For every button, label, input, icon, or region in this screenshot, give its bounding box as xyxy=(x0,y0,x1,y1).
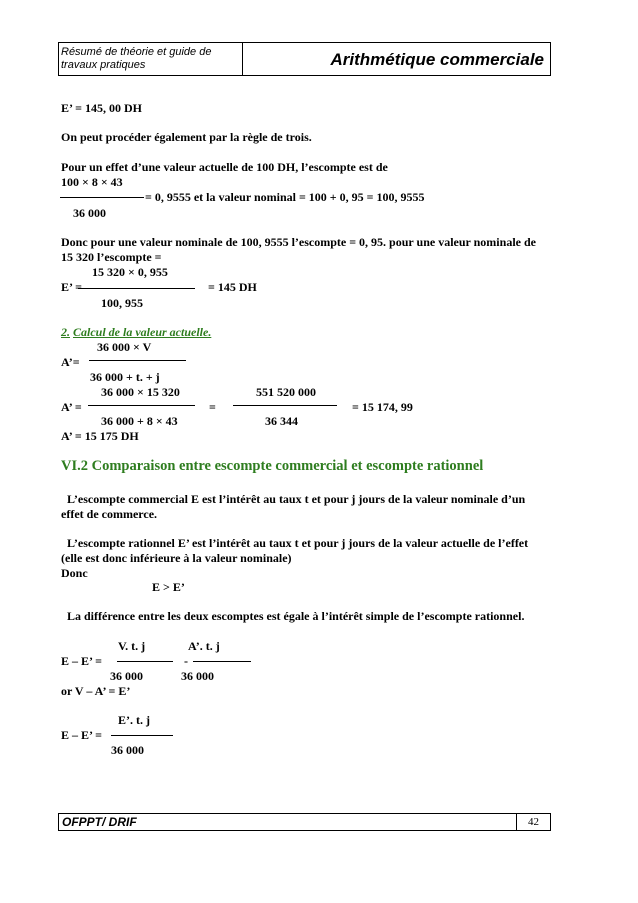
fraction-denominator: 100, 955 xyxy=(101,296,143,310)
fraction-bar xyxy=(117,661,173,662)
fraction-denominator: 36 000 + t. + j xyxy=(90,370,160,384)
formula-lhs: E – E’ = xyxy=(61,654,102,668)
fraction-bar xyxy=(89,360,186,361)
result-line: A’ = 15 175 DH xyxy=(61,429,139,443)
text-line: 15 320 l’escompte = xyxy=(61,250,162,264)
fraction-denominator: 36 000 xyxy=(110,669,143,683)
result-line: E’ = 145, 00 DH xyxy=(61,101,142,115)
paragraph-line: Donc xyxy=(61,566,88,580)
fraction-denominator: 36 000 xyxy=(111,743,144,757)
fraction-bar xyxy=(78,288,195,289)
paragraph-line: (elle est donc inférieure à la valeur nominale) xyxy=(61,551,292,565)
formula-lhs: E – E’ = xyxy=(61,728,102,742)
fraction-numerator: V. t. j xyxy=(118,639,146,653)
page-number: 42 xyxy=(516,814,550,830)
formula-result: = 145 DH xyxy=(208,280,257,294)
fraction-denominator: 36 000 xyxy=(73,206,106,220)
section-title: VI.2 Comparaison entre escompte commercial et escompte rationnel xyxy=(61,458,484,474)
subsection-label: Calcul de la valeur actuelle. xyxy=(73,325,212,339)
inequality: E > E’ xyxy=(152,580,185,594)
text-line: or V – A’ = E’ xyxy=(61,684,131,698)
header-left-line2: travaux pratiques xyxy=(61,59,146,71)
formula-result: = 15 174, 99 xyxy=(352,400,413,414)
text-line: Donc pour une valeur nominale de 100, 9555 l’escompte = 0, 95. pour une valeur nominale de xyxy=(61,235,536,249)
paragraph-line: effet de commerce. xyxy=(61,507,158,521)
header-left-line1: Résumé de théorie et guide de xyxy=(61,46,212,58)
formula-equals: = xyxy=(209,400,216,414)
fraction-bar xyxy=(60,197,144,198)
page-header xyxy=(58,42,551,76)
fraction-denominator: 36 000 + 8 × 43 xyxy=(101,414,178,428)
text-line: On peut procéder également par la règle de trois. xyxy=(61,130,312,144)
page-footer xyxy=(58,813,551,831)
footer-label: OFPPT/ DRIF xyxy=(62,815,137,829)
header-title: Arithmétique commerciale xyxy=(330,50,544,69)
subsection-number: 2. xyxy=(61,325,70,339)
text-line: Pour un effet d’une valeur actuelle de 100 DH, l’escompte est de xyxy=(61,160,388,174)
fraction-numerator: 36 000 × 15 320 xyxy=(101,385,180,399)
fraction-numerator: A’. t. j xyxy=(188,639,220,653)
header-left-cell xyxy=(59,43,243,75)
fraction-numerator: 36 000 × V xyxy=(97,340,152,354)
formula-lhs: A’ = xyxy=(61,400,82,414)
paragraph-line: L’escompte commercial E est l’intérêt au taux t et pour j jours de la valeur nominale d’un xyxy=(67,492,526,506)
fraction-bar xyxy=(111,735,173,736)
formula-lhs: E’ = xyxy=(61,280,82,294)
paragraph-line: L’escompte rationnel E’ est l’intérêt au taux t et pour j jours de la valeur actuelle de l’effet xyxy=(67,536,529,550)
fraction-numerator: 100 × 8 × 43 xyxy=(61,175,123,189)
fraction-denominator: 36 344 xyxy=(265,414,298,428)
formula-minus: - xyxy=(184,654,188,668)
fraction-numerator: 551 520 000 xyxy=(256,385,316,399)
fraction-numerator: 15 320 × 0, 955 xyxy=(92,265,168,279)
fraction-bar xyxy=(233,405,337,406)
fraction-bar xyxy=(88,405,195,406)
fraction-numerator: E’. t. j xyxy=(118,713,150,727)
paragraph-line: La différence entre les deux escomptes est égale à l’intérêt simple de l’escompte rationnel. xyxy=(67,609,525,623)
fraction-denominator: 36 000 xyxy=(181,669,214,683)
subsection-title xyxy=(61,325,211,339)
fraction-bar xyxy=(193,661,251,662)
formula-lhs: A’= xyxy=(61,355,80,369)
text-line: = 0, 9555 et la valeur nominal = 100 + 0, 95 = 100, 9555 xyxy=(145,190,425,204)
